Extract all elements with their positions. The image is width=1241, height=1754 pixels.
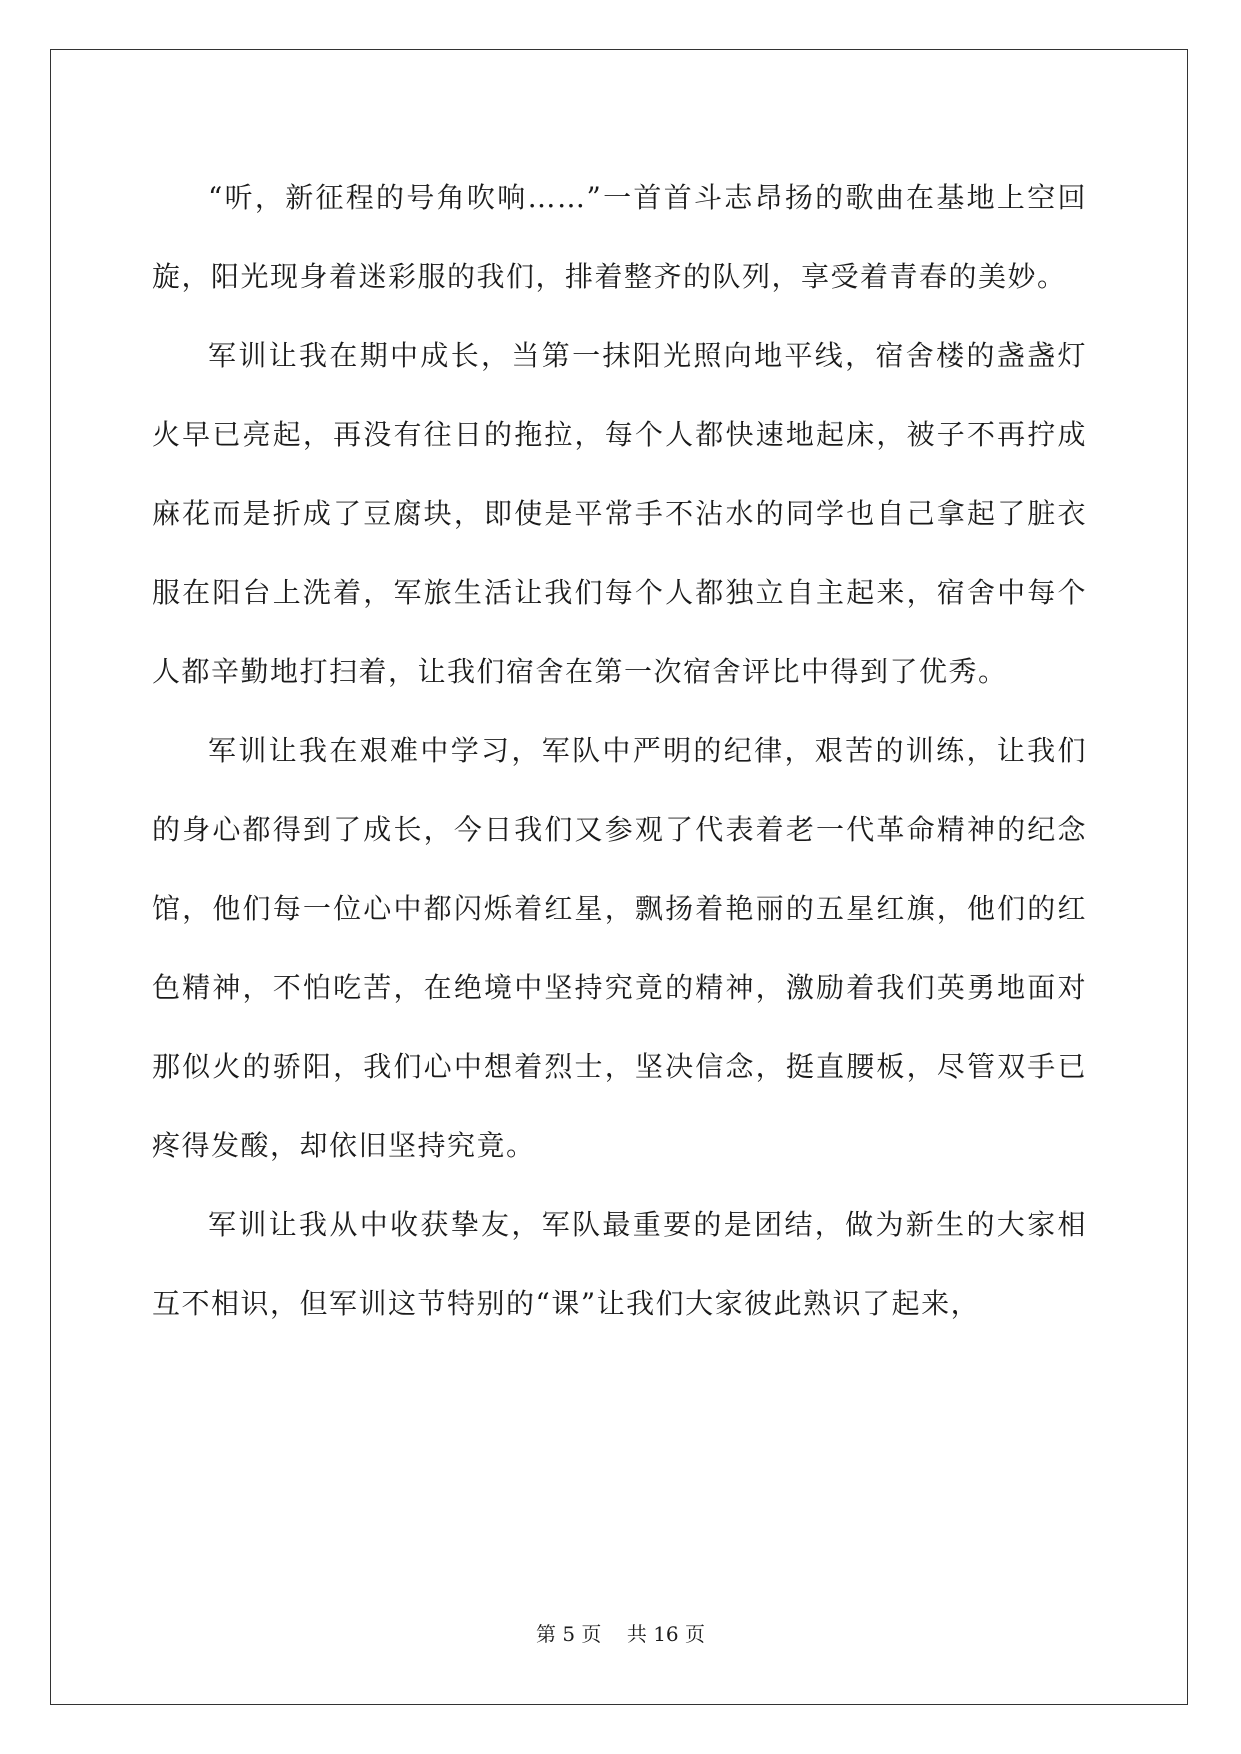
paragraph-4: 军训让我从中收获挚友，军队最重要的是团结，做为新生的大家相互不相识，但军训这节特别的“课”让我们大家彼此熟识了起来， — [152, 1208, 1087, 1320]
page-number-footer: 第 5 页 共 16 页 — [535, 1622, 706, 1646]
document-body — [152, 158, 1087, 1343]
paragraph-2: 军训让我在期中成长，当第一抹阳光照向地平线，宿舍楼的盏盏灯火早已亮起，再没有往日的拖拉，每个人都快速地起床，被子不再拧成麻花而是折成了豆腐块，即使是平常手不沾水的同学也自己拿起了脏衣服在阳台上洗着，军旅生活让我们每个人都独立自主起来，宿舍中每个人都辛勤地打扫着，让我们宿舍在第一次宿舍评比中得到了优秀。 — [152, 339, 1087, 688]
paragraph-1: “听，新征程的号角吹响……”一首首斗志昂扬的歌曲在基地上空回旋，阳光现身着迷彩服的我们，排着整齐的队列，享受着青春的美妙。 — [152, 181, 1087, 293]
paragraph-3: 军训让我在艰难中学习，军队中严明的纪律，艰苦的训练，让我们的身心都得到了成长，今日我们又参观了代表着老一代革命精神的纪念馆，他们每一位心中都闪烁着红星，飘扬着艳丽的五星红旗，他们的红色精神，不怕吃苦，在绝境中坚持究竟的精神，激励着我们英勇地面对那似火的骄阳，我们心中想着烈士，坚决信念，挺直腰板，尽管双手已疼得发酸，却依旧坚持究竟。 — [152, 734, 1087, 1162]
